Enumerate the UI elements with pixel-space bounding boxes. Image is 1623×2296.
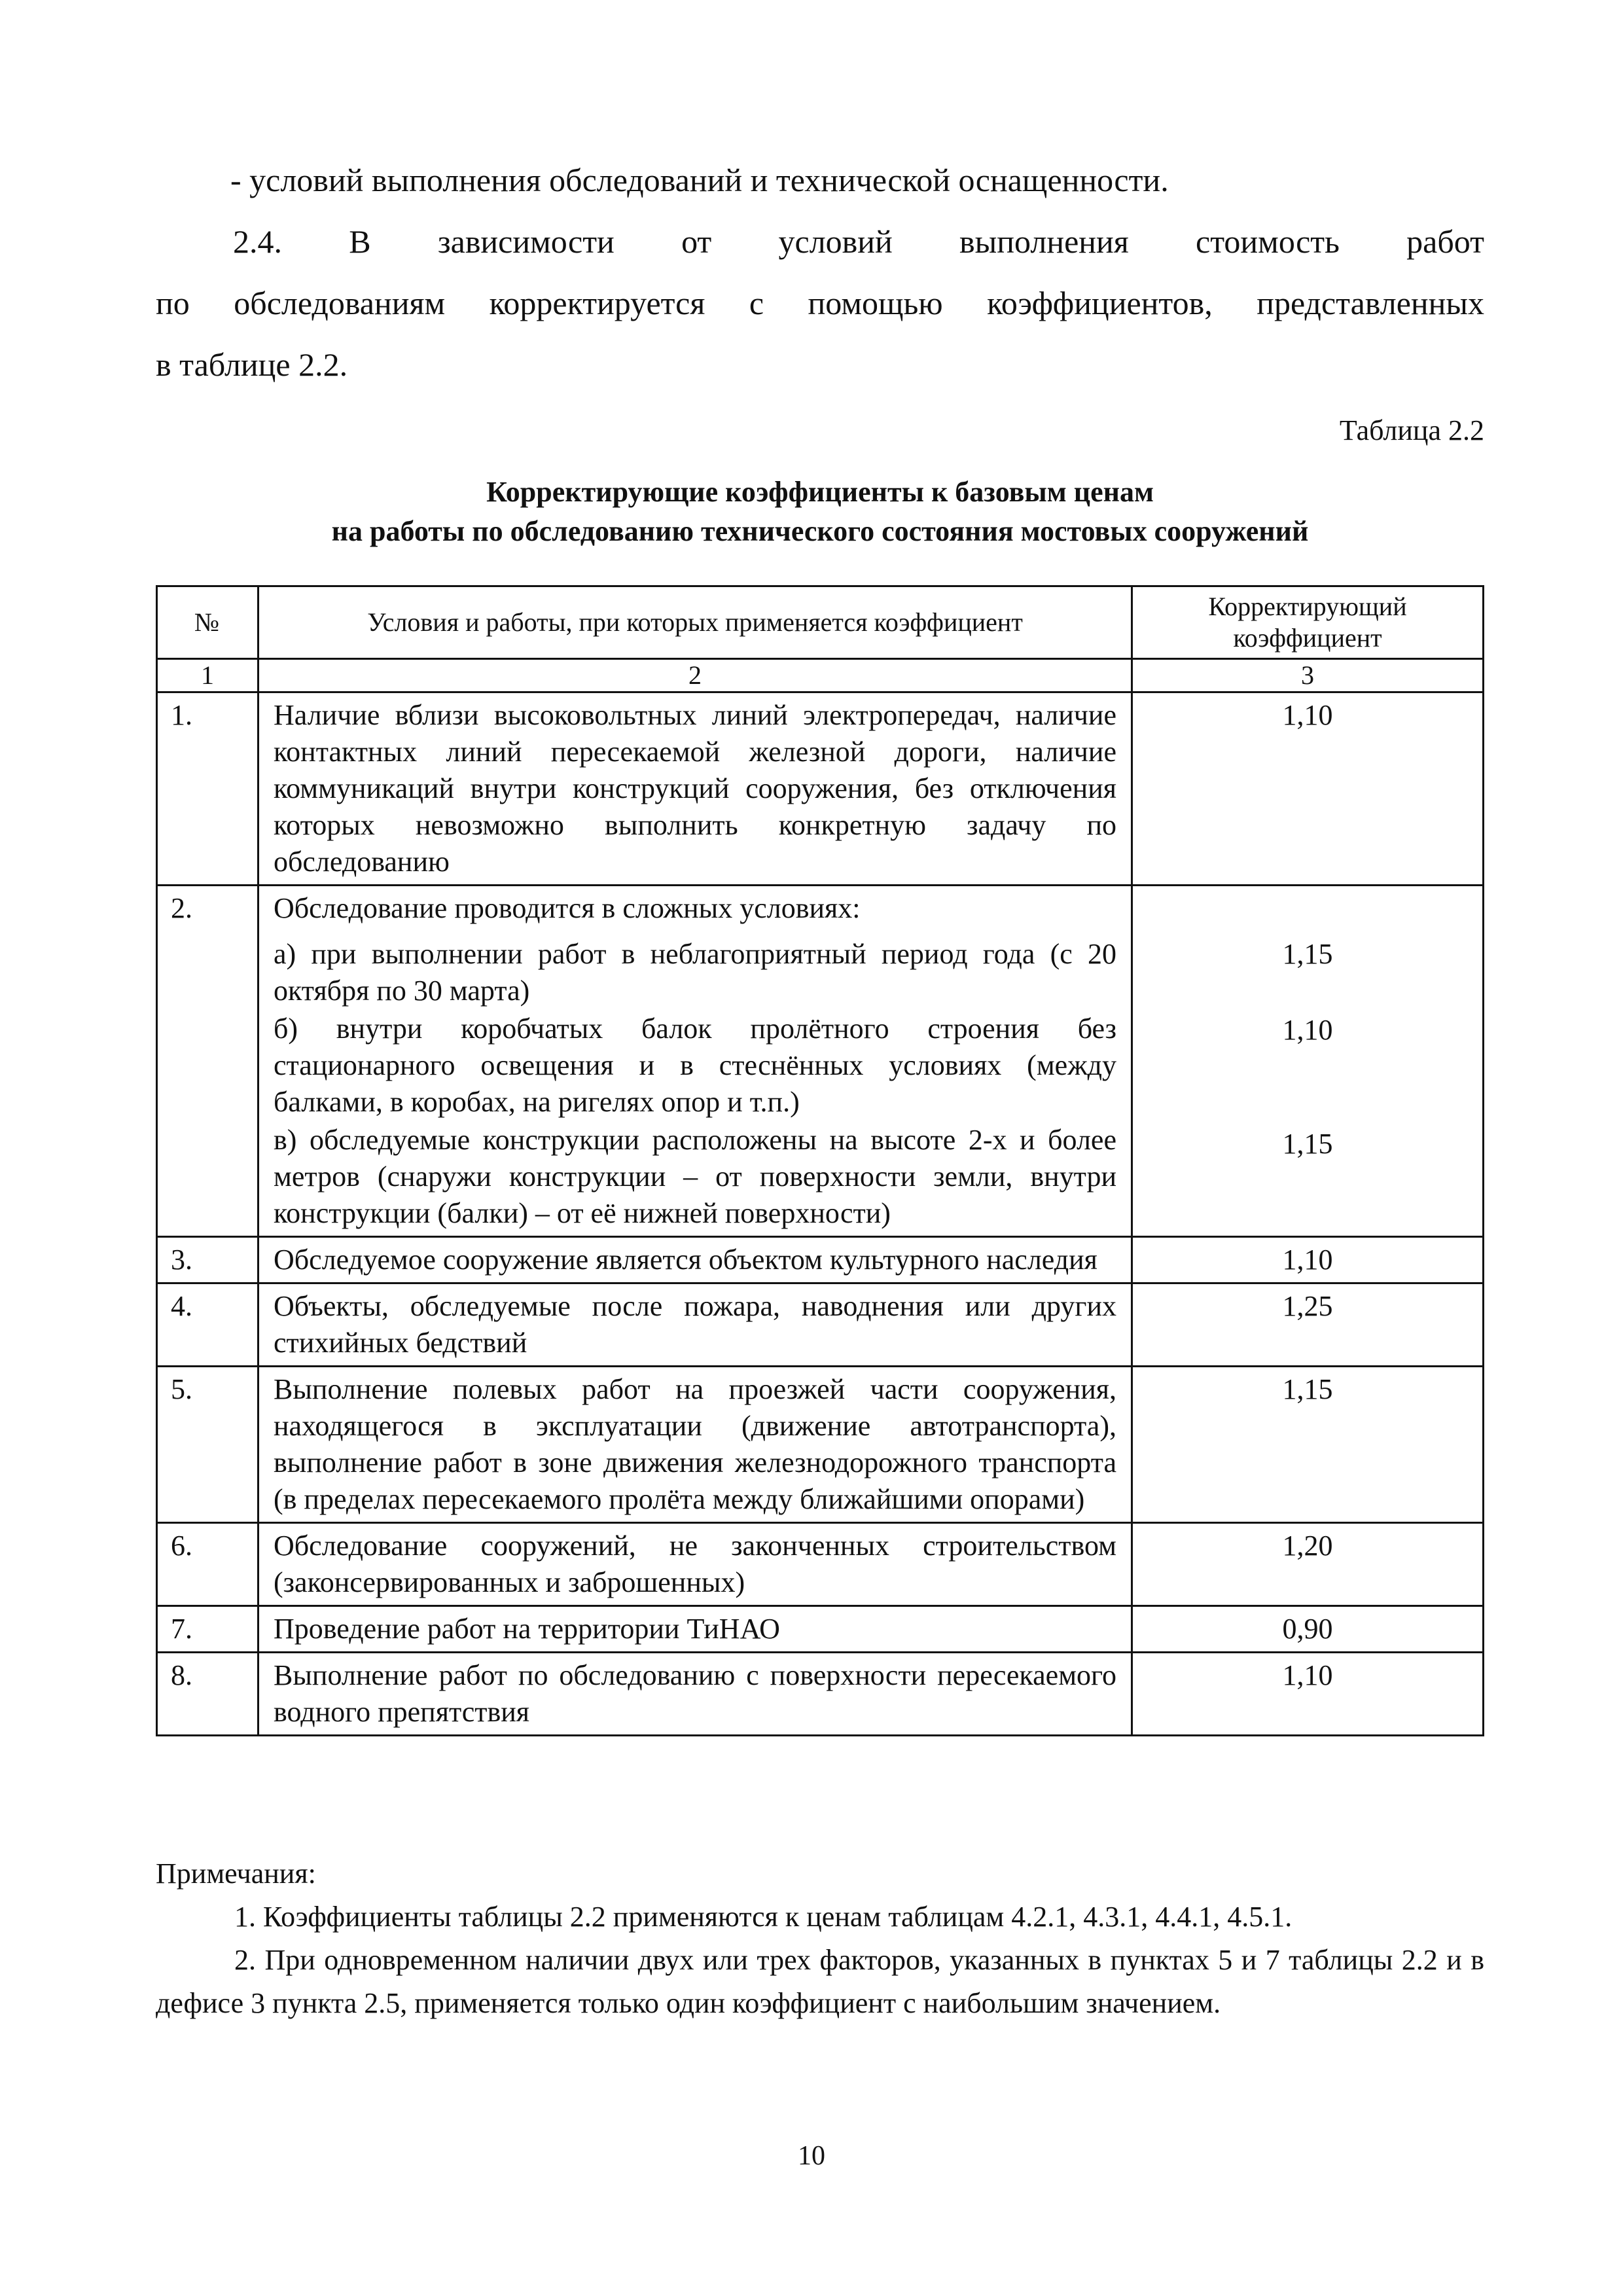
- sub-coefficient: 1,15: [1282, 938, 1333, 970]
- header-number: №: [157, 586, 259, 659]
- paragraph-line: в таблице 2.2.: [156, 346, 348, 383]
- row-condition-title: Обследование проводится в сложных условиях:: [274, 892, 861, 924]
- header-conditions: Условия и работы, при которых применяется коэффициент: [259, 586, 1132, 659]
- row-coefficient: 1,20: [1132, 1523, 1484, 1606]
- sub-condition: б) внутри коробчатых балок пролётного строения без стационарного освещения и в стеснённых условиях (между балками, в коробах, на ригелях опор и т.п.): [274, 1013, 1116, 1118]
- sub-coefficient: 1,15: [1282, 1128, 1333, 1160]
- note-item: 1. Коэффициенты таблицы 2.2 применяются к ценам таблицам 4.2.1, 4.3.1, 4.4.1, 4.5.1.: [234, 1901, 1293, 1933]
- row-number: 5.: [157, 1367, 259, 1523]
- row-condition: Наличие вблизи высоковольтных линий электропередач, наличие контактных линий пересекаемой железной дороги, наличие коммуникаций внутри конструкций сооружения, без отключения которых невозможно выполнить конкретную задачу по обследованию: [259, 692, 1132, 886]
- caption-line: на работы по обследованию технического состояния мостовых сооружений: [331, 515, 1309, 547]
- row-coefficient: 1,25: [1132, 1283, 1484, 1367]
- column-number: 2: [259, 659, 1132, 692]
- row-condition: Объекты, обследуемые после пожара, наводнения или других стихийных бедствий: [259, 1283, 1132, 1367]
- paragraph-line: 2.4. В зависимости от условий выполнения стоимость работ: [233, 223, 1484, 260]
- table-row: [157, 886, 1484, 1237]
- paragraph-2-4: [156, 211, 1484, 395]
- column-number: 1: [157, 659, 259, 692]
- row-condition: [259, 886, 1132, 1237]
- table-row: [157, 1606, 1484, 1653]
- row-number: 2.: [157, 886, 259, 1237]
- sub-condition: в) обследуемые конструкции расположены на высоте 2-х и более метров (снаружи конструкции – от поверхности земли, внутри конструкции (балки) – от её нижней поверхности): [274, 1124, 1116, 1229]
- row-coefficient: 0,90: [1132, 1606, 1484, 1653]
- row-number: 8.: [157, 1653, 259, 1736]
- notes-section: [156, 1852, 1484, 2025]
- row-number: 6.: [157, 1523, 259, 1606]
- row-coefficient: 1,15: [1132, 1367, 1484, 1523]
- row-condition: Обследуемое сооружение является объектом культурного наследия: [259, 1237, 1132, 1283]
- coefficients-table: [156, 585, 1484, 1736]
- row-number: 7.: [157, 1606, 259, 1653]
- row-condition: Выполнение полевых работ на проезжей части сооружения, находящегося в эксплуатации (движение автотранспорта), выполнение работ в зоне движения железнодорожного транспорта (в пределах пересекаемого пролёта между ближайшими опорами): [259, 1367, 1132, 1523]
- row-number: 4.: [157, 1283, 259, 1367]
- notes-title: Примечания:: [156, 1857, 316, 1890]
- header-coefficient: Корректирующий коэффициент: [1132, 586, 1484, 659]
- table-row: [157, 1237, 1484, 1283]
- row-condition: Обследование сооружений, не законченных строительством (законсервированных и заброшенных): [259, 1523, 1132, 1606]
- row-condition: Проведение работ на территории ТиНАО: [259, 1606, 1132, 1653]
- table-row: [157, 1523, 1484, 1606]
- dash-list-item: - условий выполнения обследований и технической оснащенности.: [230, 162, 1169, 198]
- table-label: Таблица 2.2: [1339, 414, 1484, 446]
- row-number: 1.: [157, 692, 259, 886]
- table-caption: [156, 473, 1484, 551]
- table-header-row: [157, 586, 1484, 659]
- column-number: 3: [1132, 659, 1484, 692]
- table-row: [157, 1367, 1484, 1523]
- row-coefficient: 1,10: [1132, 692, 1484, 886]
- table-row: [157, 692, 1484, 886]
- table-row: [157, 1283, 1484, 1367]
- paragraph-line: по обследованиям корректируется с помощью коэффициентов, представленных: [156, 285, 1484, 321]
- row-number: 3.: [157, 1237, 259, 1283]
- table-row: [157, 1653, 1484, 1736]
- column-number-row: [157, 659, 1484, 692]
- caption-line: Корректирующие коэффициенты к базовым ценам: [486, 476, 1154, 508]
- sub-coefficient: 1,10: [1282, 1014, 1333, 1046]
- page-number: 10: [798, 2141, 825, 2171]
- row-condition: Выполнение работ по обследованию с поверхности пересекаемого водного препятствия: [259, 1653, 1132, 1736]
- note-item: 2. При одновременном наличии двух или трех факторов, указанных в пунктах 5 и 7 таблицы 2.2 и в дефисе 3 пункта 2.5, применяется только один коэффициент с наибольшим значением.: [156, 1944, 1484, 2019]
- row-coefficient: 1,10: [1132, 1653, 1484, 1736]
- sub-condition: а) при выполнении работ в неблагоприятный период года (с 20 октября по 30 марта): [274, 938, 1116, 1007]
- row-coefficient: [1132, 886, 1484, 1237]
- row-coefficient: 1,10: [1132, 1237, 1484, 1283]
